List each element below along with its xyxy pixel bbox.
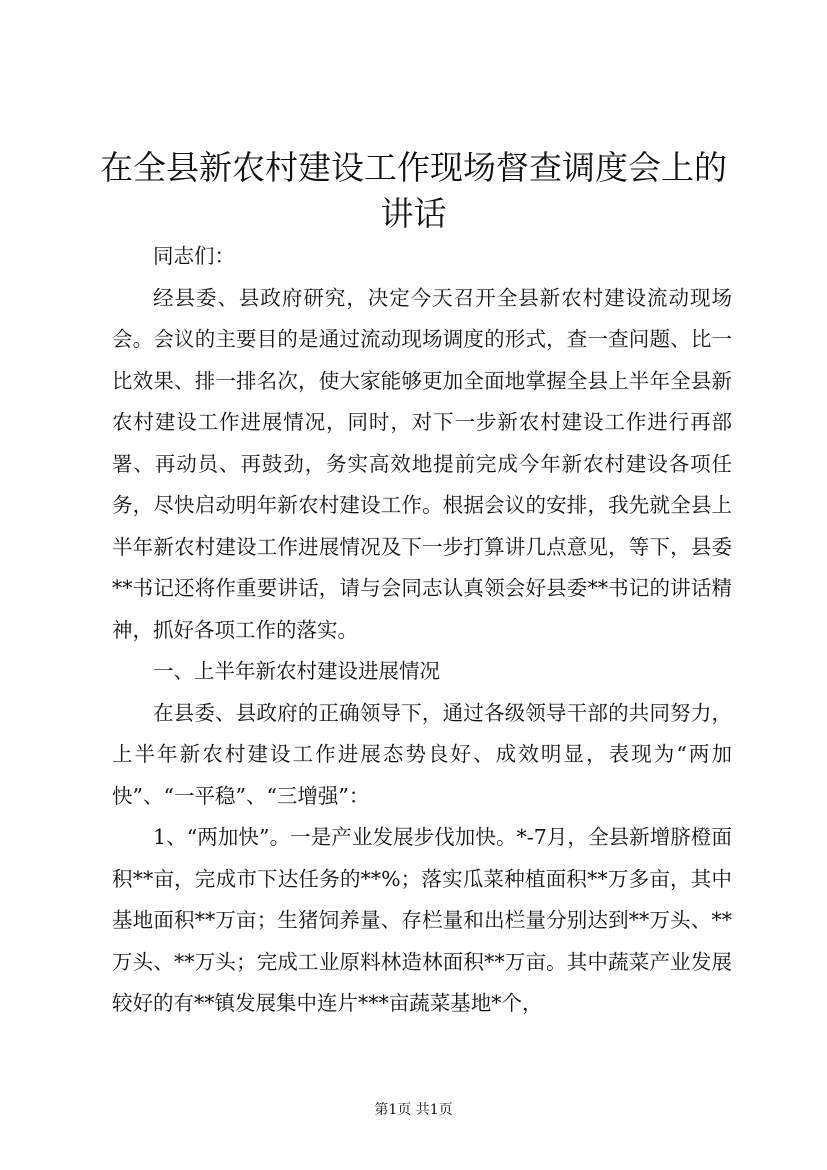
document-title: 在全县新农村建设工作现场督查调度会上的讲话: [100, 148, 727, 233]
paragraph-two-accelerations: 1、“两加快”。一是产业发展步伐加快。*-7月，全县新增脐橙面积**亩，完成市下达任务的**%；落实瓜菜种植面积**万多亩，其中基地面积**万亩；生猪饲养量、存栏量和出栏量分别达到**万头、**万头、**万头；完成工业原料林造林面积**万亩。其中蔬菜产业发展较好的有**镇发展集中连片***亩蔬菜基地*个，: [112, 825, 732, 1015]
page-number-footer: 第1页 共1页: [374, 1102, 453, 1118]
document-body: [112, 236, 732, 1025]
section-heading: 一、上半年新农村建设进展情况: [153, 659, 440, 683]
paragraph-intro: 经县委、县政府研究，决定今天召开全县新农村建设流动现场会。会议的主要目的是通过流动现场调度的形式，查一查问题、比一比效果、排一排名次，使大家能够更加全面地掌握全县上半年全县新农村建设工作进展情况，同时，对下一步新农村建设工作进行再部署、再动员、再鼓劲，务实高效地提前完成今年新农村建设各项任务，尽快启动明年新农村建设工作。根据会议的安排，我先就全县上半年新农村建设工作进展情况及下一步打算讲几点意见，等下，县委**书记还将作重要讲话，请与会同志认真领会好县委**书记的讲话精神，抓好各项工作的落实。: [112, 285, 732, 642]
salutation: 同志们：: [153, 244, 235, 268]
paragraph-progress: 在县委、县政府的正确领导下，通过各级领导干部的共同努力，上半年新农村建设工作进展态势良好、成效明显，表现为“两加快”、“一平稳”、“三增强”：: [112, 700, 732, 808]
